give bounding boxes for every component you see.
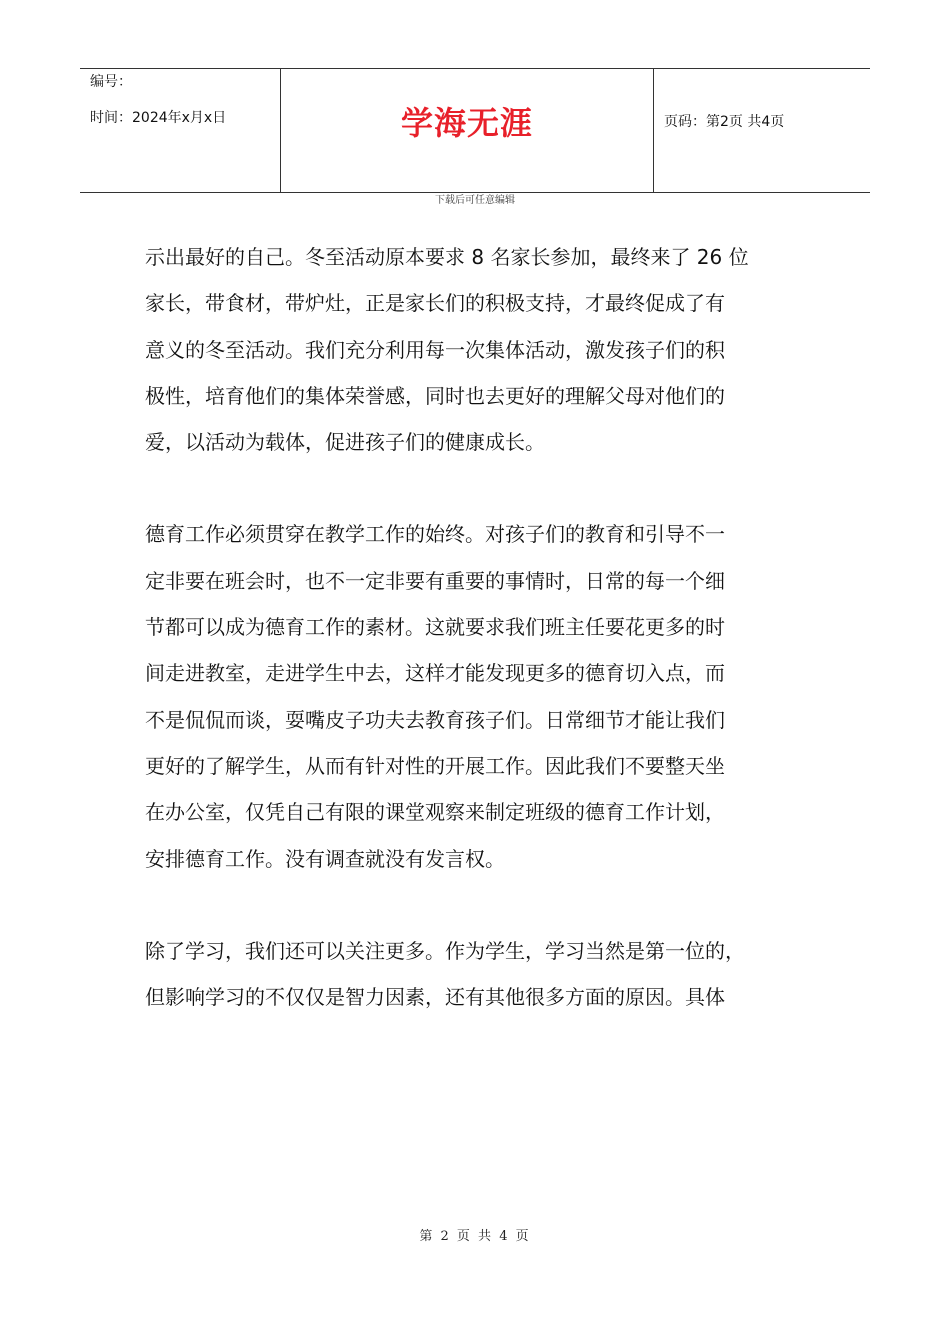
text-line: 安排德育工作。没有调查就没有发言权。 — [145, 846, 505, 871]
paragraph-1 — [145, 234, 815, 465]
text-line: 示出最好的自己。冬至活动原本要求 8 名家长参加，最终来了 26 位 — [145, 245, 749, 269]
text-line: 除了学习，我们还可以关注更多。作为学生，学习当然是第一位的， — [145, 938, 745, 963]
brand-title: 学海无涯 — [400, 104, 533, 142]
text-line: 定非要在班会时，也不一定非要有重要的事情时，日常的每一个细 — [145, 568, 725, 593]
document-time-label: 时间：2024年x月x日 — [90, 110, 227, 126]
text-line: 家长，带食材，带炉灶，正是家长们的积极支持，才最终促成了有 — [145, 291, 725, 316]
text-line: 在办公室，仅凭自己有限的课堂观察来制定班级的德育工作计划， — [145, 800, 725, 825]
text-line: 德育工作必须贯穿在教学工作的始终。对孩子们的教育和引导不一 — [145, 522, 725, 547]
page-footer: 第 2 页 共 4 页 — [419, 1229, 531, 1244]
text-line: 极性，培育他们的集体荣誉感，同时也去更好的理解父母对他们的 — [145, 383, 725, 408]
text-line: 间走进教室，走进学生中去，这样才能发现更多的德育切入点，而 — [145, 661, 725, 686]
text-line: 但影响学习的不仅仅是智力因素，还有其他很多方面的原因。具体 — [145, 985, 725, 1010]
paragraph-2 — [145, 511, 815, 881]
header-page-label: 页码：第2页 共4页 — [664, 114, 785, 130]
paragraph-3 — [145, 928, 815, 1021]
text-line: 节都可以成为德育工作的素材。这就要求我们班主任要花更多的时 — [145, 615, 725, 640]
header-brand-cell — [281, 69, 654, 192]
text-line: 不是侃侃而谈，耍嘴皮子功夫去教育孩子们。日常细节才能让我们 — [145, 707, 725, 732]
document-body — [145, 234, 815, 1020]
document-number-label: 编号： — [90, 74, 132, 90]
header-page-cell — [654, 69, 870, 192]
document-header — [80, 68, 870, 193]
text-line: 爱，以活动为载体，促进孩子们的健康成长。 — [145, 430, 545, 455]
text-line: 意义的冬至活动。我们充分利用每一次集体活动，激发孩子们的积 — [145, 337, 725, 362]
edit-note: 下载后可任意编辑 — [435, 195, 515, 206]
text-line: 更好的了解学生，从而有针对性的开展工作。因此我们不要整天坐 — [145, 753, 725, 778]
header-info-cell — [80, 69, 281, 192]
